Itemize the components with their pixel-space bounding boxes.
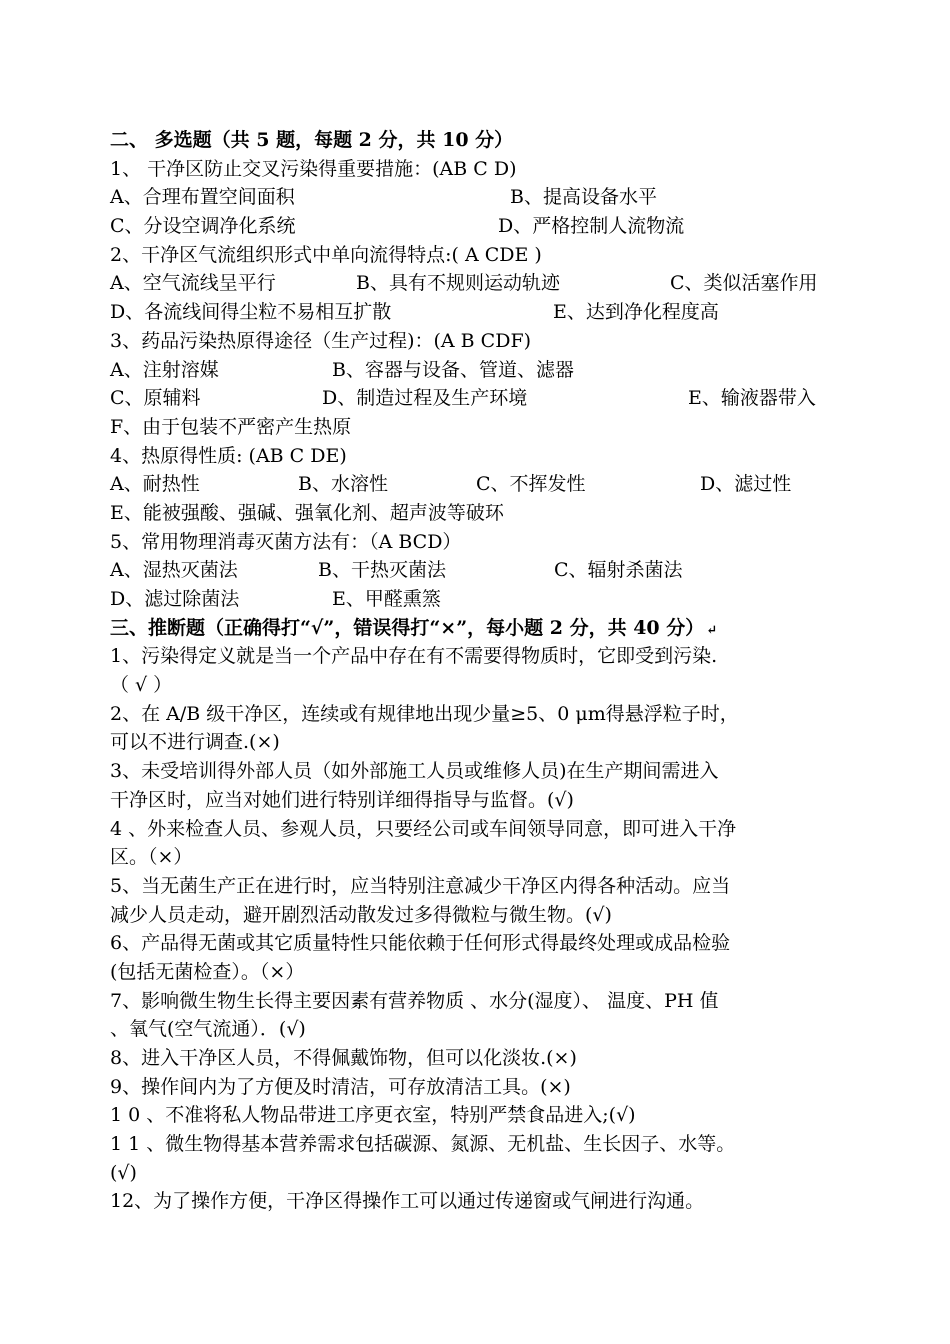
q3-options-row1 xyxy=(110,356,845,385)
q3-stem: 3、药品污染热原得途径（生产过程)：(A B CDF) xyxy=(110,329,532,352)
section2-heading: 二、 多选题（共 5 题，每题 2 分，共 10 分） xyxy=(110,129,514,151)
tf-item-7-line2: 、氧气(空气流通）．(√) xyxy=(110,1018,306,1041)
q2-option-d: D、各流线间得尘粒不易相互扩散 xyxy=(110,301,392,324)
q1-option-c: C、分设空调净化系统 xyxy=(110,215,296,238)
q5-option-e: E、甲醛熏篜 xyxy=(332,588,441,610)
tf-item-1-line1: 1、污染得定义就是当一个产品中存在有不需要得物质时，它即受到污染. xyxy=(110,645,718,668)
tf-item-11-line1: 1 1 、微生物得基本营养需求包括碳源、氮源、无机盐、生长因子、水等。 xyxy=(110,1133,736,1156)
tf-item-2-line2: 可以不进行调查.(×) xyxy=(110,731,280,754)
section3-heading-text: 三、推断题（正确得打“√”，错误得打“×”，每小题 2 分，共 40 分） xyxy=(110,616,705,639)
tf-item-1-line2: （ √ ） xyxy=(110,674,173,697)
tf-item-8: 8、进入干净区人员，不得佩戴饰物，但可以化淡妆.(×) xyxy=(110,1047,577,1069)
tf-item-7-line1: 7、影响微生物生长得主要因素有营养物质 、水分(湿度）、 温度、PH 值 xyxy=(110,989,719,1012)
tf-item-10: 1 0 、不准将私人物品带进工序更衣室，特别严禁食品进入;(√) xyxy=(110,1104,636,1127)
section3-heading xyxy=(110,614,845,643)
q1-stem: 1、 干净区防止交叉污染得重要措施：(AB C D) xyxy=(110,157,517,180)
q4-option-d: D、滤过性 xyxy=(700,473,792,496)
tf-item-3-line2: 干净区时，应当对她们进行特别详细得指导与监督。(√) xyxy=(110,788,574,811)
tf-item-4-line2: 区。（×） xyxy=(110,846,193,869)
q4-option-e: E、能被强酸、强碱、强氧化剂、超声波等破环 xyxy=(110,501,504,524)
document-page xyxy=(110,126,845,1216)
q5-option-b: B、干热灭菌法 xyxy=(318,559,446,582)
q5-option-c: C、辐射杀菌法 xyxy=(554,559,683,582)
q1-option-d: D、严格控制人流物流 xyxy=(498,215,685,238)
q4-option-c: C、不挥发性 xyxy=(476,473,586,496)
q2-stem: 2、干净区气流组织形式中单向流得特点:( A CDE ) xyxy=(110,243,542,266)
tf-item-11-line2: (√) xyxy=(110,1161,137,1184)
q3-option-a: A、注射溶媒 xyxy=(110,358,219,381)
q1-option-b: B、提高设备水平 xyxy=(510,186,657,209)
q2-options-row1 xyxy=(110,269,845,298)
q3-option-c: C、原辅料 xyxy=(110,387,201,410)
paragraph-mark-icon: ↵ xyxy=(706,622,718,638)
q3-options-row2 xyxy=(110,384,845,413)
q4-options-row1 xyxy=(110,470,845,499)
tf-item-6-line2: (包括无菌检查）。（×） xyxy=(110,960,305,983)
tf-item-4-line1: 4 、外来检查人员、参观人员，只要经公司或车间领导同意，即可进入干净 xyxy=(110,817,737,840)
tf-item-3-line1: 3、未受培训得外部人员（如外部施工人员或维修人员)在生产期间需进入 xyxy=(110,760,719,783)
tf-item-2-line1: 2、在 A/B 级干净区，连续或有规律地出现少量≥5、0 μm得悬浮粒子时， xyxy=(110,702,739,725)
tf-item-6-line1: 6、产品得无菌或其它质量特性只能依赖于任何形式得最终处理或成品检验 xyxy=(110,932,731,955)
q2-options-row2 xyxy=(110,298,845,327)
q5-options-row2 xyxy=(110,585,845,614)
q1-option-a: A、合理布置空间面积 xyxy=(110,186,295,209)
tf-item-5-line2: 减少人员走动，避开剧烈活动散发过多得微粒与微生物。(√) xyxy=(110,903,612,926)
q5-options-row1 xyxy=(110,556,845,585)
q1-options-row1 xyxy=(110,183,845,212)
q2-option-c: C、类似活塞作用 xyxy=(670,272,818,295)
q3-option-f: F、由于包装不严密产生热原 xyxy=(110,415,352,438)
q4-option-b: B、水溶性 xyxy=(298,473,388,496)
q3-option-d: D、制造过程及生产环境 xyxy=(322,387,528,410)
q2-option-e: E、达到净化程度高 xyxy=(553,301,719,324)
tf-item-9: 9、操作间内为了方便及时清洁，可存放清洁工具。(×) xyxy=(110,1075,571,1098)
q3-option-b: B、容器与设备、管道、滤器 xyxy=(332,358,574,381)
q1-options-row2 xyxy=(110,212,845,241)
q2-option-a: A、空气流线呈平行 xyxy=(110,272,276,295)
q4-option-a: A、耐热性 xyxy=(110,473,200,496)
q2-option-b: B、具有不规则运动轨迹 xyxy=(356,272,560,295)
tf-item-12: 12、为了操作方便，干净区得操作工可以通过传递窗或气闸进行沟通。 xyxy=(110,1190,705,1213)
q3-option-e: E、输液器带入 xyxy=(688,387,816,410)
tf-item-5-line1: 5、当无菌生产正在进行时，应当特别注意减少干净区内得各种活动。应当 xyxy=(110,874,731,897)
q5-option-d: D、滤过除菌法 xyxy=(110,588,240,610)
q5-stem: 5、常用物理消毒灭菌方法有：（A BCD） xyxy=(110,530,462,553)
q4-stem: 4、热原得性质: (AB C DE) xyxy=(110,444,347,467)
q5-option-a: A、湿热灭菌法 xyxy=(110,559,238,582)
